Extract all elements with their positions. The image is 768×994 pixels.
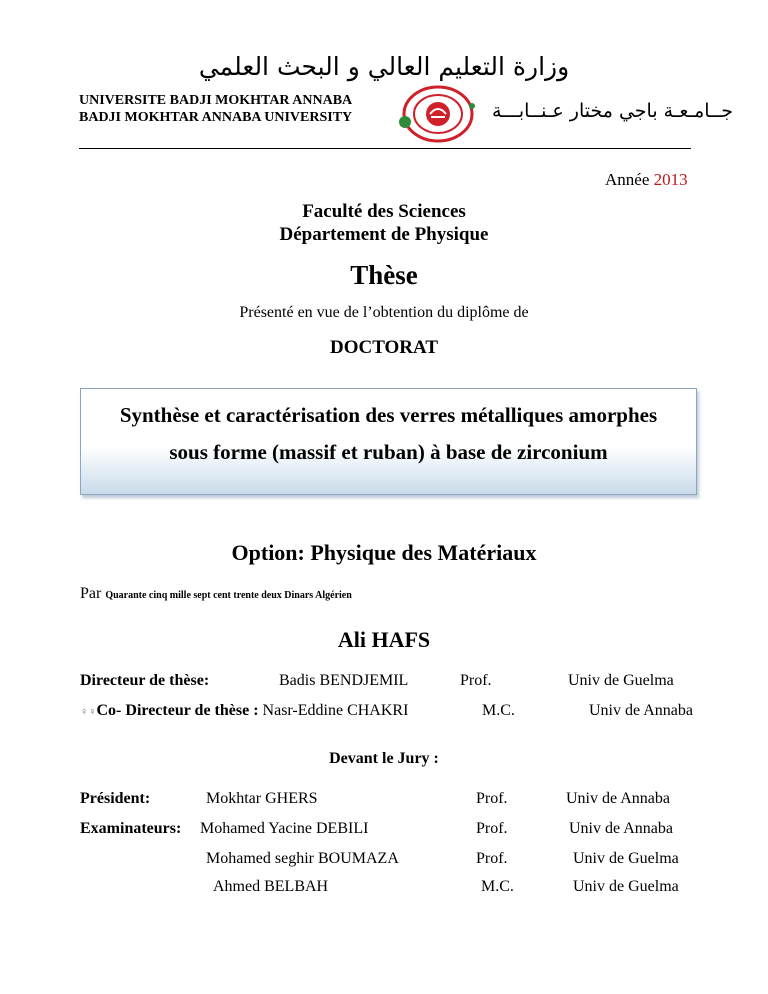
university-name-fr: UNIVERSITE BADJI MOKHTAR ANNABA <box>79 93 353 108</box>
co-director-label: Co- Directeur de thèse : <box>96 702 259 719</box>
presented-line: Présenté en vue de l’obtention du diplôme de <box>239 304 529 321</box>
ministry-arabic: وزارة التعليم العالي و البحث العلمي <box>198 52 570 81</box>
header-divider <box>79 148 691 149</box>
degree-name: DOCTORAT <box>329 337 439 358</box>
jury-member-rank: Prof. <box>476 790 508 807</box>
faculty-block <box>0 200 768 246</box>
co-director-name: Nasr-Eddine CHAKRI <box>262 702 409 719</box>
thesis-title-line-2: sous forme (massif et ruban) à base de zirconium <box>169 440 608 464</box>
female-symbol-icon: ♀♀ <box>80 706 97 718</box>
par-line <box>80 585 352 603</box>
year-label: Année <box>605 170 650 189</box>
thesis-title-line-1: Synthèse et caractérisation des verres métalliques amorphes <box>119 403 658 427</box>
jury-member-university: Univ de Guelma <box>573 850 679 867</box>
jury-member-name: Mohamed seghir BOUMAZA <box>206 850 399 867</box>
department-name: Département de Physique <box>279 224 489 245</box>
thesis-title-box <box>80 388 697 495</box>
jury-member-university: Univ de Annaba <box>569 820 673 837</box>
jury-member-name: Mokhtar GHERS <box>206 790 318 807</box>
director-university: Univ de Guelma <box>568 672 674 689</box>
option-line: Option: Physique des Matériaux <box>231 540 537 565</box>
jury-member-university: Univ de Guelma <box>573 878 679 895</box>
faculty-name: Faculté des Sciences <box>302 201 466 222</box>
university-name-arabic: جــامـعـة باجي مختار عـنــابـــة <box>492 100 733 122</box>
director-name: Badis BENDJEMIL <box>279 672 409 689</box>
university-logo <box>388 84 488 144</box>
jury-member-rank: Prof. <box>476 850 508 867</box>
jury-heading: Devant le Jury : <box>329 750 439 767</box>
university-name-en: BADJI MOKHTAR ANNABA UNIVERSITY <box>79 110 353 125</box>
jury-member-rank: Prof. <box>476 820 508 837</box>
co-director-rank: M.C. <box>482 702 515 719</box>
year-value: 2013 <box>653 170 688 189</box>
par-label: Par <box>80 585 102 602</box>
co-director-university: Univ de Annaba <box>589 702 693 719</box>
examiners-label: Examinateurs: <box>80 820 182 837</box>
author-name: Ali HAFS <box>337 627 431 652</box>
par-text: Quarante cinq mille sept cent trente deux Dinars Algérien <box>105 590 352 601</box>
president-label: Président: <box>80 790 151 807</box>
director-rank: Prof. <box>460 672 492 689</box>
director-label: Directeur de thèse: <box>80 672 210 689</box>
jury-member-name: Ahmed BELBAH <box>213 878 329 895</box>
university-name-latin <box>79 92 352 126</box>
co-director-line <box>80 702 408 720</box>
jury-member-name: Mohamed Yacine DEBILI <box>200 820 369 837</box>
jury-member-rank: M.C. <box>481 878 514 895</box>
document-type: Thèse <box>350 260 418 290</box>
year-line <box>605 170 688 190</box>
jury-member-university: Univ de Annaba <box>566 790 670 807</box>
